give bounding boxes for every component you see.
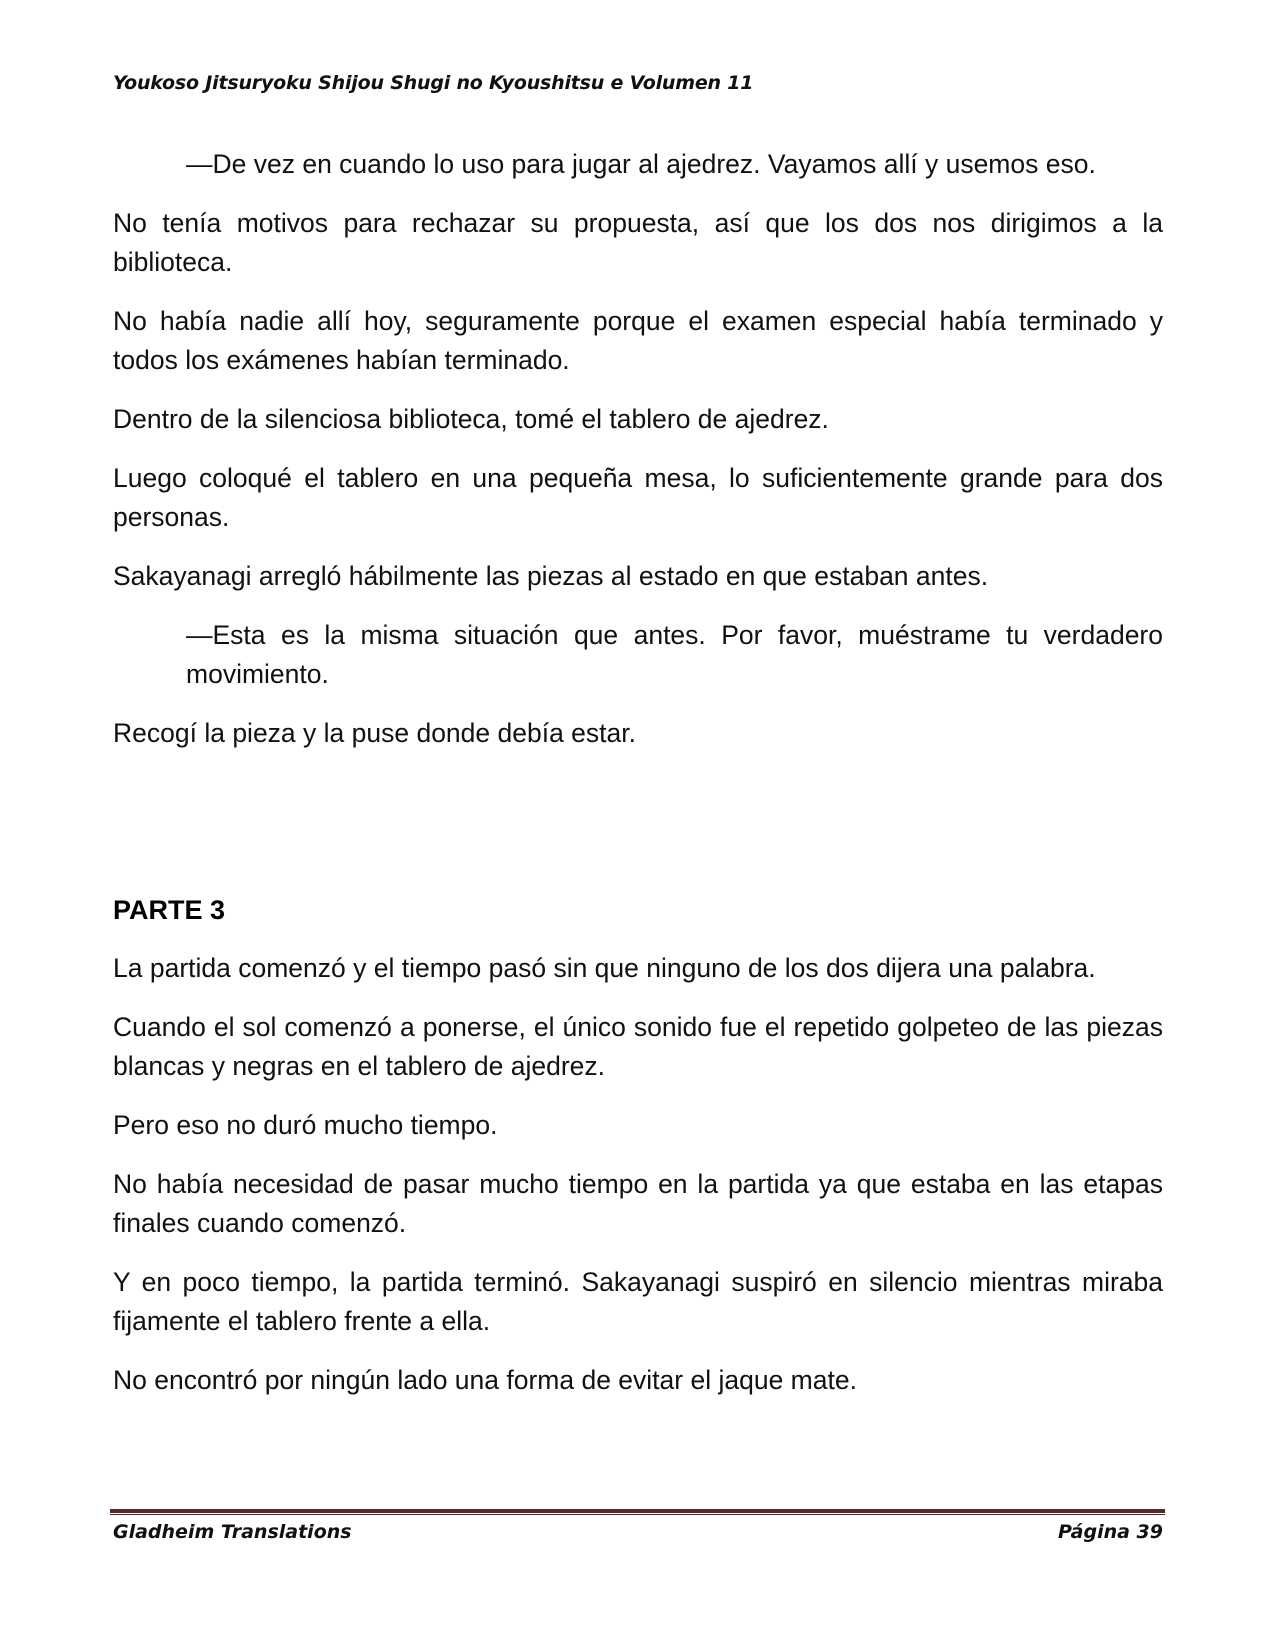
narration-paragraph: Luego coloqué el tablero en una pequeña mesa, lo suficientemente grande para dos personas. — [113, 463, 1163, 532]
narration-paragraph: No tenía motivos para rechazar su propuesta, así que los dos nos dirigimos a la biblioteca. — [113, 208, 1163, 277]
narration-paragraph: Recogí la pieza y la puse donde debía estar. — [113, 718, 636, 748]
narration-paragraph: Dentro de la silenciosa biblioteca, tomé el tablero de ajedrez. — [113, 404, 829, 434]
narration-paragraph: No encontró por ningún lado una forma de evitar el jaque mate. — [113, 1365, 857, 1395]
section-title: PARTE 3 — [113, 895, 226, 925]
running-header-title: Youkoso Jitsuryoku Shijou Shugi no Kyoushitsu e Volumen 11 — [113, 72, 754, 94]
narration-paragraph: No había necesidad de pasar mucho tiempo en la partida ya que estaba en las etapas finales cuando comenzó. — [113, 1169, 1163, 1238]
narration-paragraph: Sakayanagi arregló hábilmente las piezas al estado en que estaban antes. — [113, 561, 989, 591]
narration-paragraph: Pero eso no duró mucho tiempo. — [113, 1110, 498, 1140]
section-spacer — [113, 773, 1163, 891]
footer-divider — [110, 1509, 1165, 1515]
narration-paragraph: La partida comenzó y el tiempo pasó sin que ninguno de los dos dijera una palabra. — [113, 953, 1096, 983]
narration-paragraph: Cuando el sol comenzó a ponerse, el único sonido fue el repetido golpeteo de las piezas blancas y negras en el tablero de ajedrez. — [113, 1012, 1163, 1081]
dialogue-paragraph: —Esta es la misma situación que antes. Por favor, muéstrame tu verdadero movimiento. — [186, 620, 1163, 689]
dialogue-paragraph: —De vez en cuando lo uso para jugar al ajedrez. Vayamos allí y usemos eso. — [186, 149, 1096, 179]
body-text — [113, 145, 1163, 1420]
narration-paragraph: No había nadie allí hoy, seguramente porque el examen especial había terminado y todos los exámenes habían terminado. — [113, 306, 1163, 375]
footer-publisher: Gladheim Translations — [113, 1521, 352, 1543]
footer-page-number: Página 39 — [1057, 1521, 1163, 1543]
narration-paragraph: Y en poco tiempo, la partida terminó. Sakayanagi suspiró en silencio mientras miraba fijamente el tablero frente a ella. — [113, 1267, 1163, 1336]
